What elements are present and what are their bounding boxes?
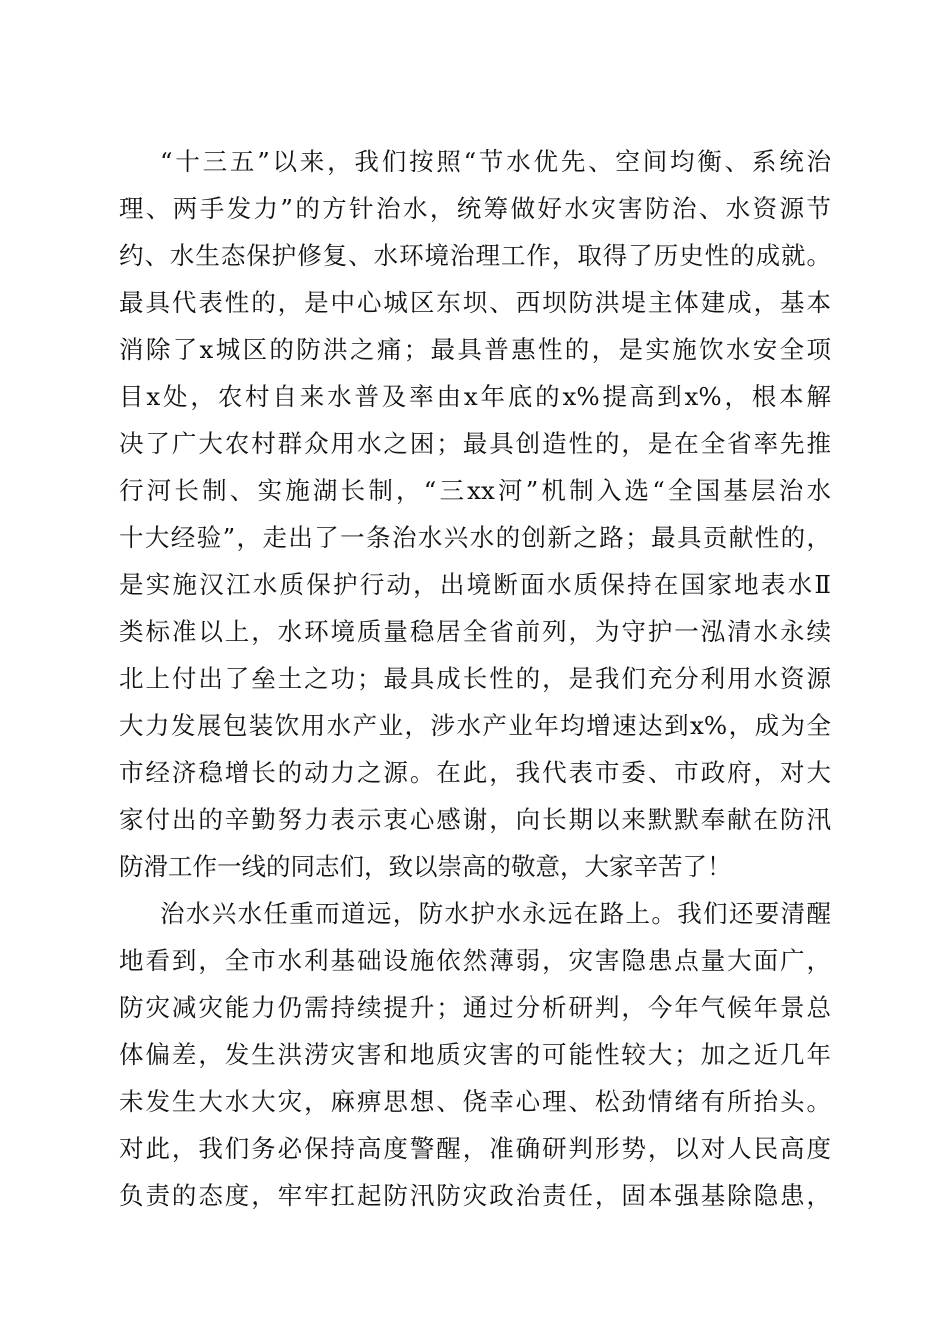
text-line: 防滑工作一线的同志们，致以崇高的敬意，大家辛苦了！	[119, 852, 732, 881]
text-line: 消除了x城区的防洪之痛；最具普惠性的，是实施饮水安全项	[119, 335, 831, 364]
text-line: “十三五”以来，我们按照“节水优先、空间均衡、系统治	[160, 147, 831, 176]
text-line: 理、两手发力”的方针治水，统筹做好水灾害防治、水资源节	[119, 194, 831, 223]
text-line: 大力发展包装饮用水产业，涉水产业年均增速达到x%，成为全	[119, 711, 831, 740]
text-line: 十大经验”，走出了一条治水兴水的创新之路；最具贡献性的，	[119, 523, 831, 552]
text-line: 约、水生态保护修复、水环境治理工作，取得了历史性的成就。	[119, 241, 831, 270]
text-line: 体偏差，发生洪涝灾害和地质灾害的可能性较大；加之近几年	[119, 1040, 831, 1069]
text-line: 家付出的辛勤努力表示衷心感谢，向长期以来默默奉献在防汛	[119, 805, 831, 834]
text-line: 行河长制、实施湖长制，“三xx河”机制入选“全国基层治水	[119, 476, 831, 505]
text-line: 治水兴水任重而道远，防水护水永远在路上。我们还要清醒	[160, 899, 831, 928]
text-line: 对此，我们务必保持高度警醒，准确研判形势，以对人民高度	[119, 1134, 831, 1163]
text-line: 目x处，农村自来水普及率由x年底的x%提高到x%，根本解	[119, 382, 831, 411]
text-line: 未发生大水大灾，麻痹思想、侥幸心理、松劲情绪有所抬头。	[119, 1087, 831, 1116]
text-line: 最具代表性的，是中心城区东坝、西坝防洪堤主体建成，基本	[119, 288, 831, 317]
text-line: 防灾减灾能力仍需持续提升；通过分析研判，今年气候年景总	[119, 993, 831, 1022]
text-line: 地看到，全市水利基础设施依然薄弱，灾害隐患点量大面广，	[119, 946, 831, 975]
text-line: 北上付出了垒土之功；最具成长性的，是我们充分利用水资源	[119, 664, 831, 693]
text-line: 是实施汉江水质保护行动，出境断面水质保持在国家地表水Ⅱ	[119, 570, 831, 599]
text-line: 负责的态度，牢牢扛起防汛防灾政治责任，固本强基除隐患，	[119, 1181, 831, 1210]
text-line: 市经济稳增长的动力之源。在此，我代表市委、市政府，对大	[119, 758, 831, 787]
text-line: 类标准以上，水环境质量稳居全省前列，为守护一泓清水永续	[119, 617, 831, 646]
text-line: 决了广大农村群众用水之困；最具创造性的，是在全省率先推	[119, 429, 831, 458]
